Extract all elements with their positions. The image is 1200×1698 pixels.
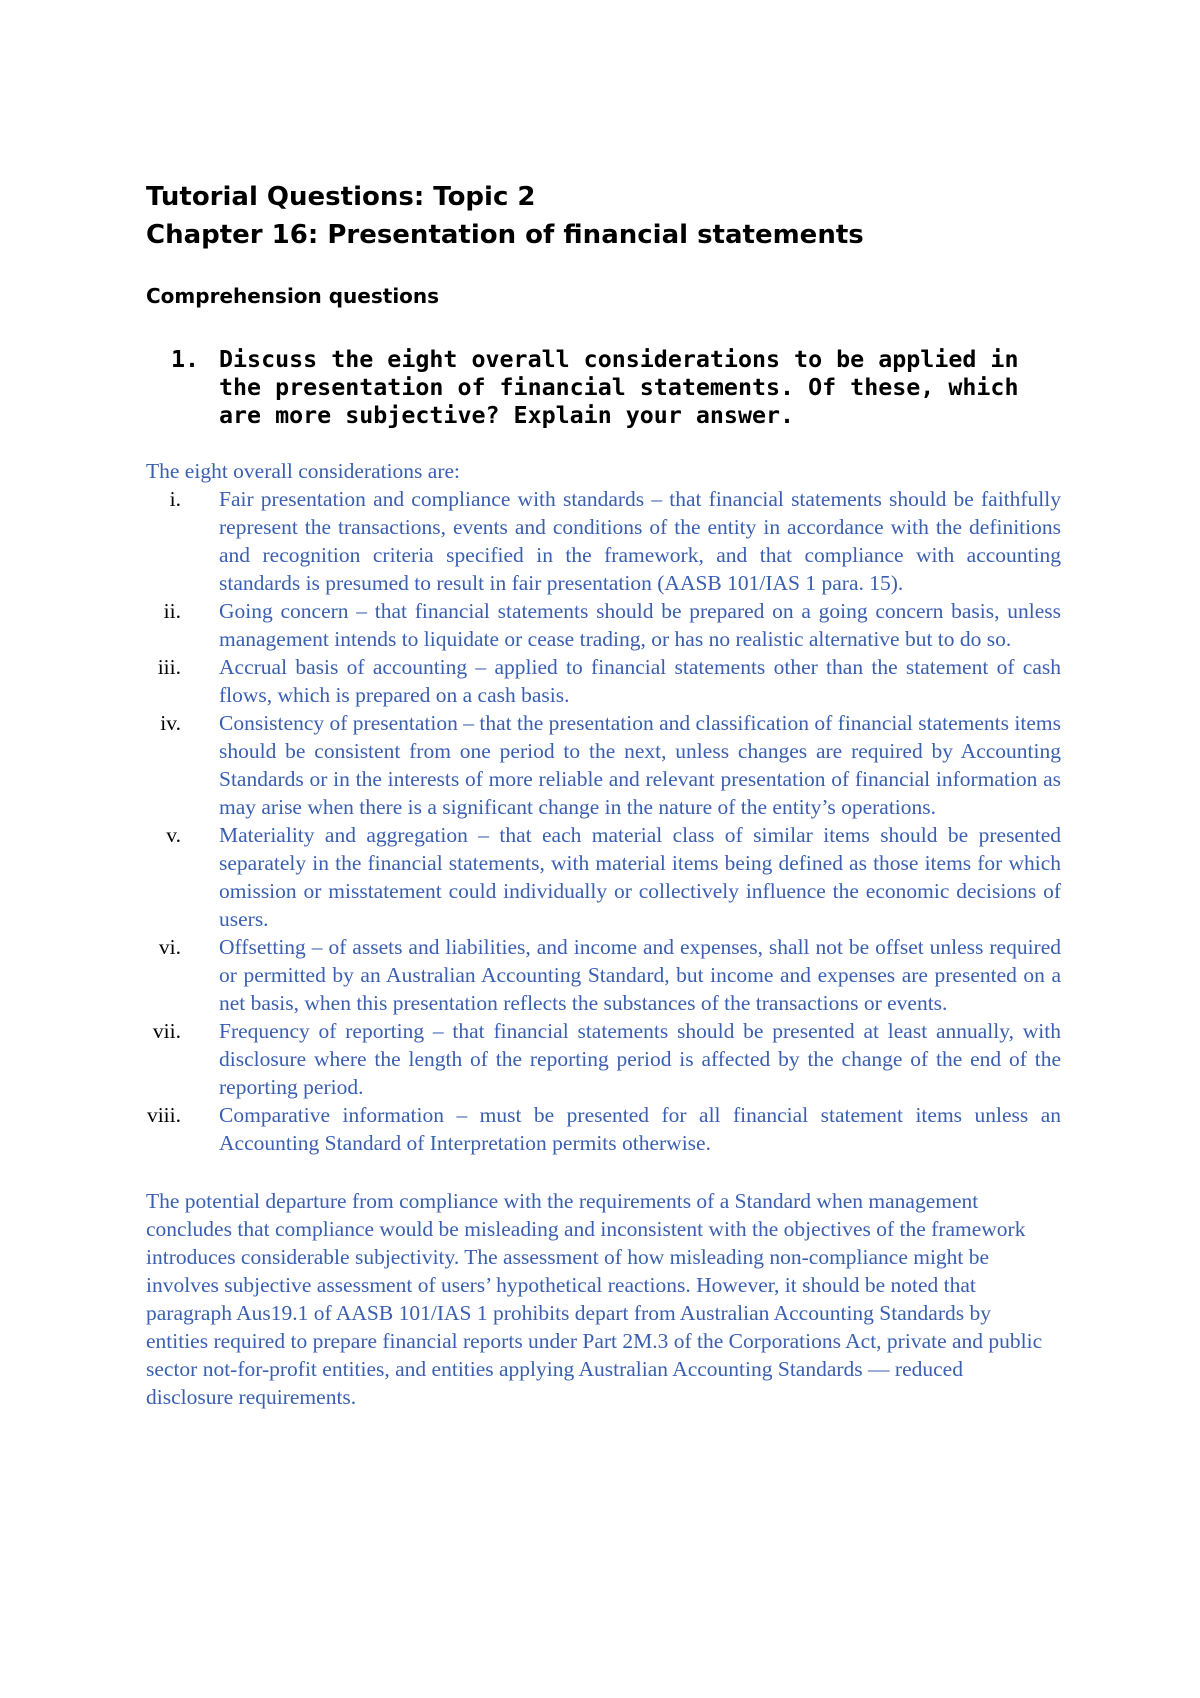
list-item-numeral: vi. bbox=[158, 935, 181, 959]
list-item-text: Fair presentation and compliance with standards – that financial statements should be faithfully represent the transactions, events and conditions of the entity in accordance with the definitions and recognition criteria specified in the framework, and that compliance with accounting standards is presumed to result in fair presentation (AASB 101/IAS 1 para. 15). bbox=[219, 487, 1061, 595]
list-item bbox=[146, 653, 1061, 709]
answer-intro: The eight overall considerations are: bbox=[146, 459, 461, 483]
list-item bbox=[146, 485, 1061, 597]
list-item bbox=[146, 933, 1061, 1017]
chapter-heading: Chapter 16: Presentation of financial statements bbox=[146, 220, 864, 250]
list-item-text: Materiality and aggregation – that each material class of similar items should be presented separately in the financial statements, with material items being defined as those items for which omission or misstatement could individually or collectively influence the economic decisions of users. bbox=[219, 823, 1061, 931]
list-item-numeral: v. bbox=[166, 823, 181, 847]
list-item-text: Going concern – that financial statements should be prepared on a going concern basis, unless management intends to liquidate or cease trading, or has no realistic alternative but to do so. bbox=[219, 599, 1061, 651]
list-item bbox=[146, 1101, 1061, 1157]
list-item-numeral: i. bbox=[169, 487, 181, 511]
list-item-numeral: ii. bbox=[163, 599, 181, 623]
document-title: Tutorial Questions: Topic 2 bbox=[146, 182, 536, 212]
list-item-numeral: viii. bbox=[146, 1103, 181, 1127]
list-item bbox=[146, 821, 1061, 933]
list-item-text: Offsetting – of assets and liabilities, and income and expenses, shall not be offset unless required or permitted by an Australian Accounting Standard, but income and expenses are presented on a net basis, when this presentation reflects the substances of the transactions or events. bbox=[219, 935, 1061, 1015]
list-item-text: Comparative information – must be presented for all financial statement items unless an Accounting Standard of Interpretation permits otherwise. bbox=[219, 1103, 1061, 1155]
list-item-text: Consistency of presentation – that the presentation and classification of financial statements items should be consistent from one period to the next, unless changes are required by Accounting Standards or in the interests of more reliable and relevant presentation of financial information as may arise when there is a significant change in the nature of the entity’s operations. bbox=[219, 711, 1061, 819]
list-item bbox=[146, 709, 1061, 821]
considerations-list bbox=[146, 485, 1061, 1157]
list-item-numeral: vii. bbox=[152, 1019, 181, 1043]
document-content bbox=[146, 178, 1061, 1411]
list-item bbox=[146, 597, 1061, 653]
list-item bbox=[146, 1017, 1061, 1101]
question-number: 1. bbox=[171, 346, 200, 373]
list-item-text: Accrual basis of accounting – applied to financial statements other than the statement of cash flows, which is prepared on a cash basis. bbox=[219, 655, 1061, 707]
question-text: Discuss the eight overall considerations to be applied in the presentation of financial statements. Of these, which are more subjective? Explain your answer. bbox=[219, 346, 1019, 429]
list-item-text: Frequency of reporting – that financial statements should be presented at least annually, with disclosure where the length of the reporting period is affected by the change of the end of the reporting period. bbox=[219, 1019, 1061, 1099]
answer-conclusion: The potential departure from compliance with the requirements of a Standard when management concludes that compliance would be misleading and inconsistent with the objectives of the framework introduces considerable subjectivity. The assessment of how misleading non-compliance might be involves subjective assessment of users’ hypothetical reactions. However, it should be noted that paragraph Aus19.1 of AASB 101/IAS 1 prohibits depart from Australian Accounting Standards by entities required to prepare financial reports under Part 2M.3 of the Corporations Act, private and public sector not-for-profit entities, and entities applying Australian Accounting Standards — reduced disclosure requirements. bbox=[146, 1189, 1043, 1409]
list-item-numeral: iii. bbox=[157, 655, 181, 679]
question-1 bbox=[146, 346, 1061, 430]
section-heading: Comprehension questions bbox=[146, 284, 440, 308]
list-item-numeral: iv. bbox=[160, 711, 181, 735]
